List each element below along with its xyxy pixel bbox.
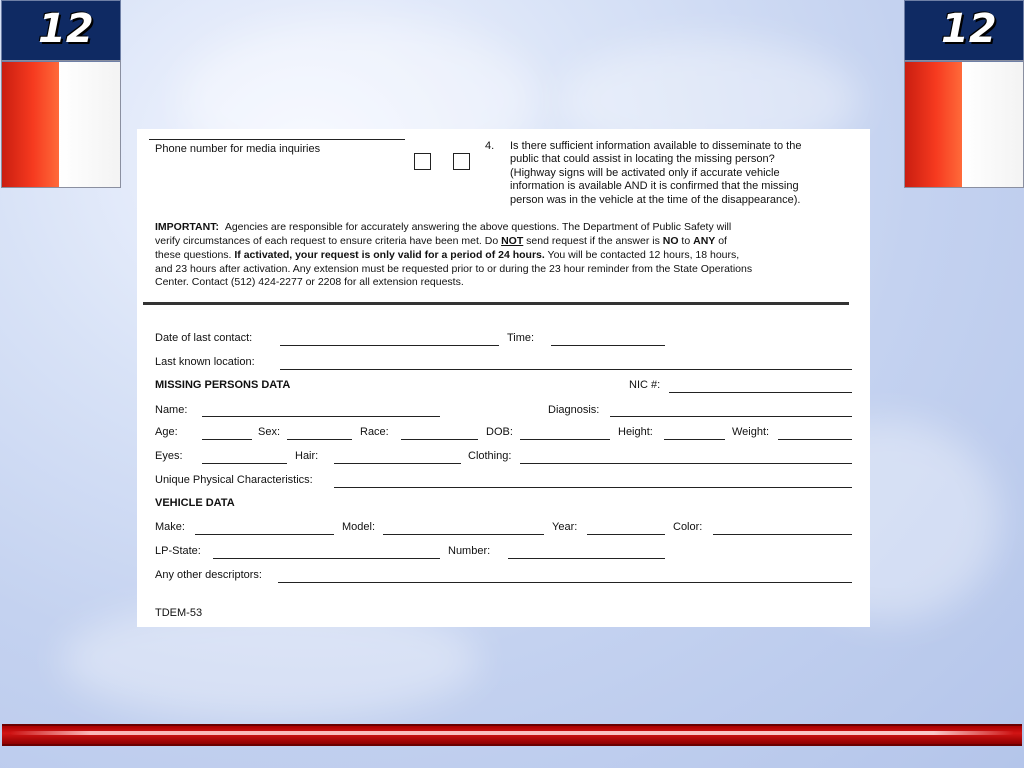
date-last-contact-line: [280, 345, 499, 346]
logo-frame: [904, 60, 1024, 188]
lp-state-line: [213, 558, 440, 559]
phone-label: Phone number for media inquiries: [155, 143, 321, 155]
age-label: Age:: [155, 426, 178, 438]
name-label: Name:: [155, 404, 188, 416]
logo-number: 12: [38, 6, 94, 52]
sex-label: Sex:: [258, 426, 281, 438]
missing-persons-heading: MISSING PERSONS DATA: [155, 379, 291, 391]
important-validity: If activated, your request is only valid for a period of 24 hours.: [234, 249, 545, 261]
name-line: [202, 416, 440, 417]
color-line: [713, 534, 852, 535]
important-line-1: [155, 221, 731, 233]
last-known-location-label: Last known location:: [155, 356, 255, 368]
logo-badge: [904, 0, 1024, 62]
color-label: Color:: [673, 521, 703, 533]
time-label: Time:: [507, 332, 535, 344]
form-id: TDEM-53: [155, 607, 203, 619]
height-label: Height:: [618, 426, 653, 438]
important-text: of: [715, 235, 727, 247]
model-line: [383, 534, 544, 535]
channel-12-logo-left: [1, 0, 121, 188]
nic-label: NIC #:: [629, 379, 661, 391]
dob-line: [520, 439, 610, 440]
important-text: send request if the answer is: [523, 235, 663, 247]
section-divider: [143, 302, 849, 305]
unique-characteristics-label: Unique Physical Characteristics:: [155, 474, 313, 486]
important-text: You will be contacted 12 hours, 18 hours,: [544, 249, 740, 261]
year-label: Year:: [552, 521, 578, 533]
hair-line: [334, 463, 461, 464]
race-label: Race:: [360, 426, 389, 438]
last-known-location-line: [280, 369, 852, 370]
important-text: these questions.: [155, 249, 235, 261]
important-text: verify circumstances of each request to ensure criteria have been met. Do: [155, 235, 502, 247]
vehicle-heading: VEHICLE DATA: [155, 497, 235, 509]
q4-line: person was in the vehicle at the time of the disappearance).: [510, 194, 801, 206]
checkbox-yes: [414, 153, 431, 170]
weight-label: Weight:: [732, 426, 770, 438]
eyes-label: Eyes:: [155, 450, 183, 462]
important-not: NOT: [501, 235, 524, 247]
checkbox-no: [453, 153, 470, 170]
tdem-53-form: [137, 129, 870, 627]
important-line-2: [155, 235, 727, 247]
logo-frame: [1, 60, 121, 188]
year-line: [587, 534, 665, 535]
nic-line: [669, 392, 852, 393]
number-line: [508, 558, 665, 559]
dob-label: DOB:: [486, 426, 513, 438]
model-label: Model:: [342, 521, 376, 533]
important-line-5: Center. Contact (512) 424-2277 or 2208 for all extension requests.: [155, 276, 464, 288]
important-text: to: [678, 235, 694, 247]
important-line-4: and 23 hours after activation. Any extension must be requested prior to or during the 23 hour reminder from the State Operations: [155, 263, 753, 275]
race-line: [401, 439, 478, 440]
eyes-line: [202, 463, 287, 464]
other-descriptors-line: [278, 582, 852, 583]
important-any: ANY: [693, 235, 716, 247]
logo-badge: [1, 0, 121, 62]
phone-underline: [149, 139, 405, 140]
make-label: Make:: [155, 521, 185, 533]
diagnosis-line: [610, 416, 852, 417]
important-no: NO: [662, 235, 679, 247]
hair-label: Hair:: [295, 450, 319, 462]
other-descriptors-label: Any other descriptors:: [155, 569, 262, 581]
q4-line: (Highway signs will be activated only if accurate vehicle: [510, 167, 780, 179]
weight-line: [778, 439, 852, 440]
important-text: Agencies are responsible for accurately answering the above questions. The Department of Public Safety will: [224, 221, 732, 233]
q4-line: public that could assist in locating the missing person?: [510, 153, 775, 165]
height-line: [664, 439, 725, 440]
logo-number: 12: [941, 6, 997, 52]
number-label: Number:: [448, 545, 491, 557]
q4-line: information is available AND it is confirmed that the missing: [510, 180, 799, 192]
unique-characteristics-line: [334, 487, 852, 488]
age-line: [202, 439, 252, 440]
clothing-label: Clothing:: [468, 450, 512, 462]
time-line: [551, 345, 665, 346]
footer-bar: [2, 724, 1022, 746]
date-last-contact-label: Date of last contact:: [155, 332, 253, 344]
clothing-line: [520, 463, 852, 464]
lp-state-label: LP-State:: [155, 545, 201, 557]
footer-bar-shine: [10, 731, 1014, 735]
important-label: IMPORTANT:: [155, 221, 219, 233]
make-line: [195, 534, 334, 535]
channel-12-logo-right: [904, 0, 1024, 188]
diagnosis-label: Diagnosis:: [548, 404, 600, 416]
q4-number: 4.: [485, 140, 495, 152]
sex-line: [287, 439, 352, 440]
q4-line: Is there sufficient information available to disseminate to the: [510, 140, 802, 152]
important-line-3: [155, 249, 739, 261]
